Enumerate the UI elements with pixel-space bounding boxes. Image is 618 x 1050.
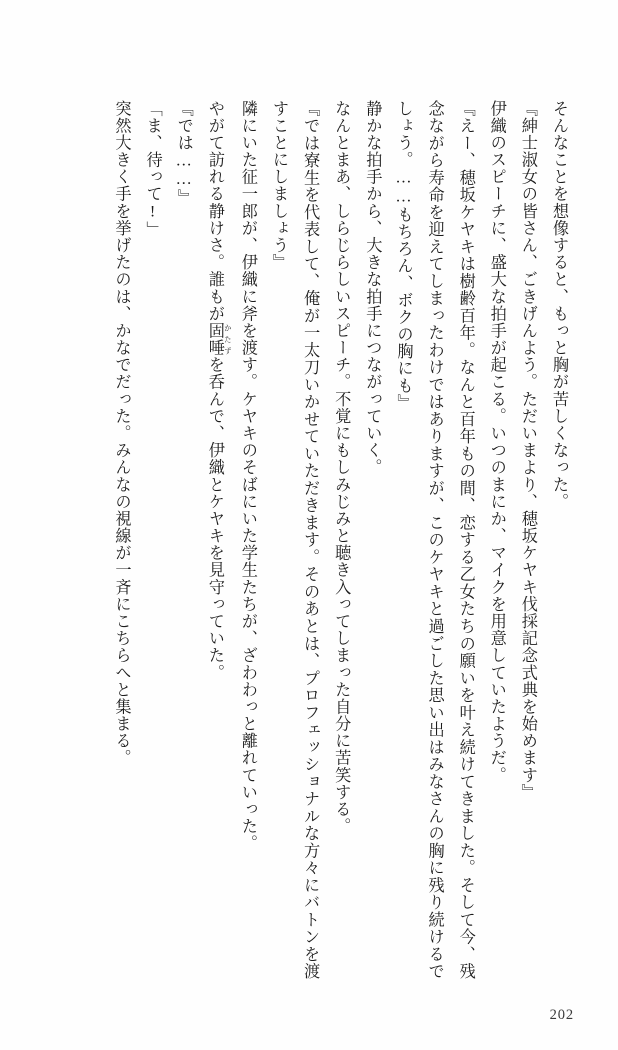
ruby-base: 固唾	[205, 322, 224, 357]
paragraph-11: 「ま、待って!」	[143, 100, 162, 239]
paragraph-9	[199, 100, 232, 980]
paragraph-3: 伊織のスピーチに、盛大な拍手が起こる。いつのまにか、マイクを用意していたようだ。	[487, 100, 506, 784]
paragraph-7: 『では寮生を代表して、俺が一太刀いかせていただきます。そのあとは、プロフェッショナルな方々にバトンを渡すことにしましょう』	[270, 100, 320, 980]
paragraph-12: 突然大きく手を挙げたのは、かなでだった。みんなの視線が一斉にこちらへと集まる。	[112, 100, 131, 767]
ruby-reading: かたず	[223, 322, 233, 357]
ruby-kataz	[205, 322, 233, 357]
paragraph-5: 静かな拍手から、大きな拍手につながっていく。	[363, 100, 382, 477]
paragraph-4: 『えー、穂坂ケヤキは樹齢百年。なんと百年もの間、恋する乙女たちの願いを叶え続けてきました。そして今、残念ながら寿命を迎えてしまったわけではありますが、このケヤキと過ごした思い出はみなさんの胸に残り続けるでしょう。……もちろん、ボクの胸にも』	[394, 100, 475, 980]
paragraph-6: なんとまあ、しらじらしいスピーチ。不覚にもしみじみと聴き入ってしまった自分に苦笑する。	[332, 100, 351, 835]
paragraph-1: そんなことを想像すると、もっと胸が苦しくなった。	[550, 100, 568, 511]
paragraph-10: 『では……』	[174, 100, 193, 207]
paragraph-9-part-b: を呑んで、伊織とケヤキを見守っていた。	[205, 356, 224, 682]
paragraph-9-part-a: やがて訪れる静けさ。誰もが	[205, 100, 224, 323]
paragraph-8: 隣にいた征一郎が、伊織に斧を渡す。ケヤキのそばにいた学生たちが、ざわわっと離れていった。	[238, 100, 257, 853]
page-number: 202	[549, 1007, 574, 1023]
paragraph-2: 『紳士淑女の皆さん、ごきげんよう。ただいまより、穂坂ケヤキ伐採記念式典を始めます』	[518, 100, 537, 801]
body-text-vertical	[52, 100, 574, 980]
